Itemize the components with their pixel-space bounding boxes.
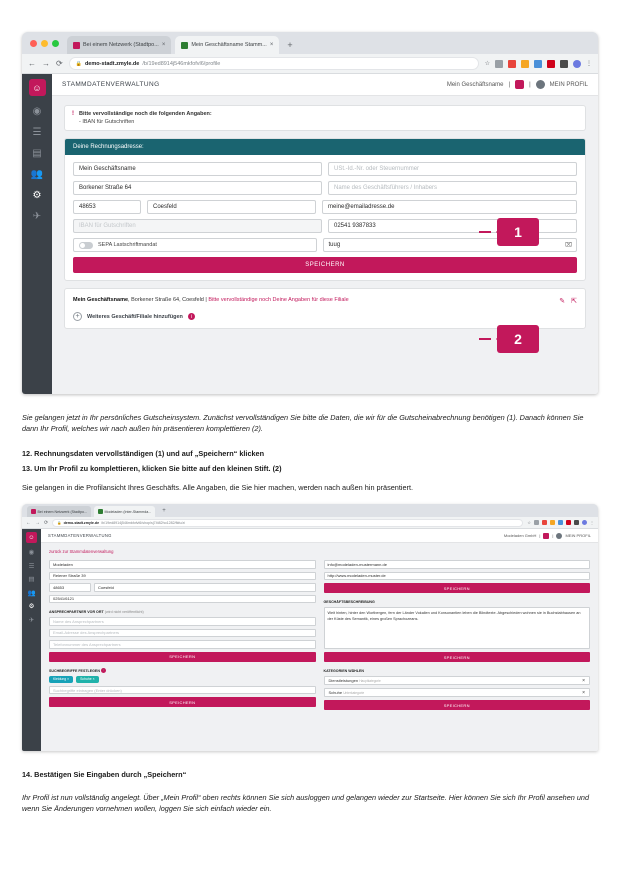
keyword-input[interactable]: Suchbegriffe eintragen (Enter drücken) bbox=[49, 686, 316, 695]
owner-name-input[interactable]: Name des Geschäftsführers / Inhabers bbox=[328, 181, 577, 195]
wallet-icon[interactable] bbox=[543, 533, 549, 539]
email-input[interactable]: meine@emailadresse.de bbox=[322, 200, 577, 214]
alert-text bbox=[79, 111, 212, 125]
forward-icon[interactable]: → bbox=[42, 59, 50, 68]
branch-address: , Borkener Straße 64, Coesfeld | bbox=[128, 297, 209, 303]
extension-icon[interactable] bbox=[574, 520, 579, 525]
outro-paragraph: Ihr Profil ist nun vollständig angelegt. Über „Mein Profil“ oben rechts können Sie sich ausloggen und gelangen wieder zur Startseite. Hier können Sie sich Ihr Profil ansehen und wenn Sie Änderungen vornehmen wollen, loggen Sie sich einfach wieder ein. bbox=[22, 793, 590, 814]
category-label bbox=[329, 690, 365, 695]
plus-icon[interactable]: + bbox=[73, 312, 82, 321]
extension-icon[interactable] bbox=[547, 60, 555, 68]
contact-heading-note: (wird nicht veröffentlicht) bbox=[104, 610, 144, 614]
app-sidebar bbox=[22, 74, 52, 394]
keyword-save-button[interactable]: SPEICHERN bbox=[49, 697, 316, 707]
account-label: Mein Geschäftsname bbox=[446, 81, 504, 88]
street-input[interactable]: Reiener Straße 39 bbox=[49, 572, 316, 581]
address-bar[interactable] bbox=[52, 519, 523, 527]
desc-heading-text: GESCHÄFTSBESCHREIBUNG bbox=[323, 600, 375, 604]
contact-heading-text: ANSPRECHPARTNER VOR ORT bbox=[49, 610, 104, 614]
category-section-heading bbox=[324, 668, 591, 673]
branch-warning[interactable]: Bitte vervollständige noch Deine Angaben für diese Filiale bbox=[208, 297, 349, 303]
page-title: STAMMDATENVERWALTUNG bbox=[62, 81, 160, 88]
browser-toolbar bbox=[22, 517, 598, 529]
topbar-right bbox=[447, 80, 588, 89]
validation-alert bbox=[64, 105, 586, 131]
extension-icon[interactable] bbox=[521, 60, 529, 68]
contact-name-input[interactable]: Name des Ansprechpartners bbox=[49, 617, 316, 626]
close-tab-icon[interactable]: × bbox=[161, 42, 166, 48]
wallet-icon[interactable] bbox=[515, 80, 524, 89]
category-row[interactable] bbox=[324, 676, 591, 685]
app-topbar bbox=[52, 74, 598, 96]
phone-input[interactable]: 02541 9387833 bbox=[328, 219, 577, 233]
sidebar-item-dashboard[interactable]: ◉ bbox=[32, 106, 42, 117]
sidebar-item-rocket[interactable]: ✈ bbox=[28, 616, 35, 624]
description-save-button[interactable]: SPEICHERN bbox=[324, 652, 591, 662]
external-link-icon[interactable]: ⇱ bbox=[571, 298, 577, 305]
app-content bbox=[41, 543, 598, 751]
add-branch-label: Weiteres Geschäft/Filiale hinzufügen bbox=[87, 313, 183, 320]
app-sidebar bbox=[22, 529, 41, 751]
browser-menu-icon[interactable]: ⋮ bbox=[586, 61, 592, 67]
branch-name: Mein Geschäftsname bbox=[73, 297, 129, 303]
category-sub: Hauptkategorie bbox=[359, 679, 381, 683]
extension-icon[interactable] bbox=[566, 520, 571, 525]
step-13: 13. Um Ihr Profil zu komplettieren, klicken Sie bitte auf den kleinen Stift. (2) bbox=[22, 464, 282, 473]
cat-heading-text: KATEGORIEN WÄHLEN bbox=[323, 669, 364, 673]
form-column-right bbox=[324, 560, 591, 713]
step-12: 12. Rechnungsdaten vervollständigen (1) und auf „Speichern“ klicken bbox=[22, 449, 265, 458]
reload-icon[interactable]: ⟳ bbox=[56, 59, 63, 68]
bookmark-star-icon[interactable]: ☆ bbox=[484, 61, 490, 67]
remove-category-icon[interactable]: × bbox=[582, 677, 585, 684]
tab-title: Bei einem Netzwerk (Stadtpo... bbox=[37, 509, 88, 514]
contact-section-heading bbox=[49, 609, 316, 614]
separator: | bbox=[508, 81, 511, 88]
callout-tail bbox=[479, 231, 491, 233]
favicon-icon bbox=[181, 42, 188, 49]
pencil-icon[interactable]: ✎ bbox=[559, 298, 566, 305]
profile-menu-label[interactable]: MEIN PROFIL bbox=[549, 81, 588, 88]
zip-city-group bbox=[73, 200, 316, 214]
iban-input[interactable]: IBAN für Gutschriften bbox=[73, 219, 322, 233]
browser-tab-strip bbox=[22, 32, 598, 54]
browser-tab-1[interactable] bbox=[27, 506, 91, 517]
company-name-input[interactable]: Mein Geschäftsname bbox=[73, 162, 322, 176]
search-section-heading bbox=[49, 668, 316, 673]
url-path: /b/19ed8914j546mkfofvl6/shop/sj74t82ho1282/fkfu/zi bbox=[101, 520, 186, 525]
step-14: 14. Bestätigen Sie Eingaben durch „Speichern“ bbox=[22, 770, 187, 779]
browser-window-profil bbox=[22, 504, 598, 751]
sidebar-item-list[interactable]: ☰ bbox=[28, 562, 35, 570]
avatar[interactable] bbox=[536, 80, 545, 89]
new-tab-button[interactable]: + bbox=[287, 40, 293, 50]
tab-title: Mein Geschäftsname Stamm... bbox=[191, 42, 267, 48]
form-row bbox=[73, 200, 577, 214]
contact-phone-input[interactable]: Telefonnummer des Ansprechpartners bbox=[49, 640, 316, 649]
branch-text bbox=[73, 296, 553, 304]
password-value: tuug bbox=[328, 242, 341, 248]
form-column-left bbox=[49, 560, 316, 713]
browser-actions bbox=[527, 520, 594, 525]
topbar-right bbox=[504, 533, 591, 539]
info-icon[interactable]: i bbox=[101, 668, 106, 673]
sidebar-item-list[interactable]: ☰ bbox=[32, 127, 42, 138]
extension-icon[interactable] bbox=[508, 60, 516, 68]
branch-actions bbox=[559, 296, 577, 305]
shop-name-input[interactable]: Modeladen bbox=[49, 560, 316, 569]
keyword-chip[interactable]: Schuhe × bbox=[76, 676, 98, 683]
back-link[interactable]: zurück zur Stammdatenverwaltung bbox=[49, 549, 114, 554]
keyword-chips bbox=[49, 676, 316, 683]
profile-menu-label[interactable]: MEIN PROFIL bbox=[565, 533, 591, 538]
back-icon[interactable]: ← bbox=[26, 519, 31, 526]
zip-input[interactable]: 48653 bbox=[73, 200, 141, 214]
category-row[interactable] bbox=[324, 688, 591, 697]
separator: | bbox=[529, 81, 531, 88]
reload-icon[interactable]: ⟳ bbox=[44, 519, 49, 526]
billing-address-panel bbox=[64, 138, 586, 281]
callout-2 bbox=[497, 325, 539, 353]
app-shell bbox=[22, 529, 598, 751]
callout-1 bbox=[497, 218, 539, 246]
callout-number: 1 bbox=[514, 224, 522, 240]
keyword-chip[interactable]: Kleidung × bbox=[49, 676, 73, 683]
sidebar-item-clipboard[interactable]: ▤ bbox=[32, 148, 42, 159]
logo-icon[interactable]: ☺ bbox=[26, 532, 37, 543]
browser-tab-strip bbox=[22, 504, 598, 517]
info-icon: ! bbox=[72, 111, 74, 117]
close-window-icon[interactable] bbox=[30, 40, 37, 47]
logo-icon[interactable]: ☺ bbox=[29, 79, 46, 96]
city-input[interactable]: Coesfeld bbox=[94, 583, 316, 592]
browser-tab-1[interactable] bbox=[67, 36, 171, 54]
new-tab-button[interactable]: + bbox=[162, 508, 166, 514]
sidebar-item-settings[interactable]: ⚙ bbox=[28, 603, 35, 610]
panel-title: Deine Rechnungsadresse: bbox=[65, 139, 585, 155]
favicon-icon bbox=[31, 509, 36, 514]
callout-tail bbox=[479, 338, 491, 340]
favicon-icon bbox=[98, 509, 103, 514]
category-save-button[interactable]: SPEICHERN bbox=[324, 700, 591, 710]
profile-form-grid bbox=[49, 560, 590, 713]
description-textarea[interactable]: Weit hinten, hinter den Wortbergen, fern der Länder Vokalien und Konsonantien leben die Blindtexte. Abgeschieden wohnen sie in Buchstabhausen an der Küste des Semantik, eines großen Sprachozeans. bbox=[324, 607, 591, 649]
separator: | bbox=[552, 533, 554, 538]
sidebar-item-users[interactable]: 👥 bbox=[30, 169, 44, 180]
add-branch-row[interactable] bbox=[73, 312, 577, 321]
vat-number-input[interactable]: USt.-Id.-Nr. oder Steuernummer bbox=[328, 162, 577, 176]
page-title: STAMMDATENVERWALTUNG bbox=[48, 533, 112, 538]
sepa-label: SEPA Lastschriftmandat bbox=[98, 242, 157, 248]
address-bar[interactable] bbox=[69, 57, 479, 70]
phone-input[interactable]: 02541/6121 bbox=[49, 595, 316, 604]
browser-actions bbox=[485, 60, 592, 68]
intro-paragraph: Sie gelangen jetzt in Ihr persönliches Gutscheinsystem. Zunächst vervollständigen Sie bitte die Daten, die wir für die Gutscheinabrechnung benötigen (1). Danach können Sie dann Ihr Profil, welches wir nach außen hin präsentieren komplettieren (2). bbox=[22, 413, 584, 434]
sidebar-item-clipboard[interactable]: ▤ bbox=[28, 576, 35, 583]
street-input[interactable]: Borkener Straße 64 bbox=[73, 181, 322, 195]
remove-category-icon[interactable]: × bbox=[582, 689, 585, 696]
city-input[interactable]: Coesfeld bbox=[147, 200, 316, 214]
sepa-toggle[interactable] bbox=[79, 242, 93, 249]
branch-list-panel bbox=[64, 288, 586, 329]
contact-save-button[interactable]: SPEICHERN bbox=[49, 652, 316, 662]
category-name: Schuhe bbox=[328, 690, 343, 695]
url-host: demo-stadt.zmyle.de bbox=[84, 60, 140, 67]
forward-icon[interactable]: → bbox=[35, 519, 40, 526]
lock-icon: 🔒 bbox=[57, 520, 62, 525]
profile-avatar-icon[interactable] bbox=[582, 520, 587, 525]
minimize-window-icon[interactable] bbox=[41, 40, 48, 47]
sidebar-item-settings[interactable]: ⚙ bbox=[32, 190, 42, 201]
zip-input[interactable]: 48653 bbox=[49, 583, 91, 592]
profile-avatar-icon[interactable] bbox=[573, 60, 581, 68]
tab-title: Bei einem Netzwerk (Stadtpo... bbox=[83, 42, 159, 48]
app-main bbox=[41, 529, 598, 751]
extension-icon[interactable] bbox=[534, 520, 539, 525]
contact-email-input[interactable]: Email-Adresse des Ansprechpartners bbox=[49, 629, 316, 638]
eye-icon[interactable]: ⌧ bbox=[565, 242, 572, 249]
maximize-window-icon[interactable] bbox=[52, 40, 59, 47]
avatar[interactable] bbox=[556, 533, 562, 539]
after-step-13: Sie gelangen in die Profilansicht Ihres Geschäfts. Alle Angaben, die Sie hier machen, werden nach außen hin präsentiert. bbox=[22, 483, 414, 492]
category-sub: Unterkategorie bbox=[343, 691, 365, 695]
extension-icon[interactable] bbox=[534, 60, 542, 68]
website-input[interactable]: http://www.modeladen-muster.de bbox=[324, 572, 591, 581]
sidebar-item-users[interactable]: 👥 bbox=[27, 589, 36, 597]
form-row bbox=[73, 181, 577, 195]
alert-title: Bitte vervollständige noch die folgenden Angaben: bbox=[79, 111, 212, 117]
url-host: demo-stadt.zmyle.de bbox=[63, 520, 100, 525]
sepa-toggle-row[interactable] bbox=[73, 238, 317, 252]
tab-title: Modeladen (Inter-Stammda... bbox=[104, 509, 152, 514]
zip-city-row bbox=[49, 583, 316, 592]
browser-menu-icon[interactable]: ⋮ bbox=[590, 520, 594, 525]
lock-icon: 🔒 bbox=[75, 60, 82, 67]
favicon-icon bbox=[73, 42, 80, 49]
sidebar-item-dashboard[interactable]: ◉ bbox=[28, 549, 35, 556]
callout-number: 2 bbox=[514, 331, 522, 347]
info-icon[interactable]: i bbox=[188, 313, 195, 320]
category-label bbox=[329, 678, 381, 683]
form-row bbox=[73, 162, 577, 176]
window-controls[interactable] bbox=[30, 32, 63, 54]
back-icon[interactable]: ← bbox=[28, 59, 36, 68]
browser-toolbar bbox=[22, 54, 598, 74]
close-tab-icon[interactable]: × bbox=[269, 42, 274, 48]
save-button[interactable]: SPEICHERN bbox=[324, 583, 591, 593]
description-section-heading bbox=[324, 599, 591, 604]
sidebar-item-rocket[interactable]: ✈ bbox=[32, 211, 42, 222]
app-topbar bbox=[41, 529, 598, 543]
bookmark-star-icon[interactable]: ☆ bbox=[527, 520, 531, 525]
extension-icon[interactable] bbox=[560, 60, 568, 68]
email-input[interactable]: info@modeladen-mustermann.de bbox=[324, 560, 591, 569]
url-path: /b/19ed8914j546mkfofvl6/profile bbox=[142, 60, 221, 67]
browser-tab-2[interactable] bbox=[94, 506, 155, 517]
browser-tab-2[interactable] bbox=[175, 36, 279, 54]
extension-icon[interactable] bbox=[550, 520, 555, 525]
save-button[interactable]: SPEICHERN bbox=[73, 257, 577, 273]
separator: | bbox=[539, 533, 541, 538]
extension-icon[interactable] bbox=[542, 520, 547, 525]
account-label: Modeladen GmbH bbox=[503, 533, 537, 538]
extension-icon[interactable] bbox=[495, 60, 503, 68]
search-heading-text: SUCHBEGRIFFE FESTLEGEN bbox=[49, 668, 100, 673]
category-name: Dienstleistungen bbox=[328, 678, 359, 683]
alert-item: - IBAN für Gutschriften bbox=[79, 119, 135, 125]
branch-row bbox=[73, 296, 577, 305]
extension-icon[interactable] bbox=[558, 520, 563, 525]
